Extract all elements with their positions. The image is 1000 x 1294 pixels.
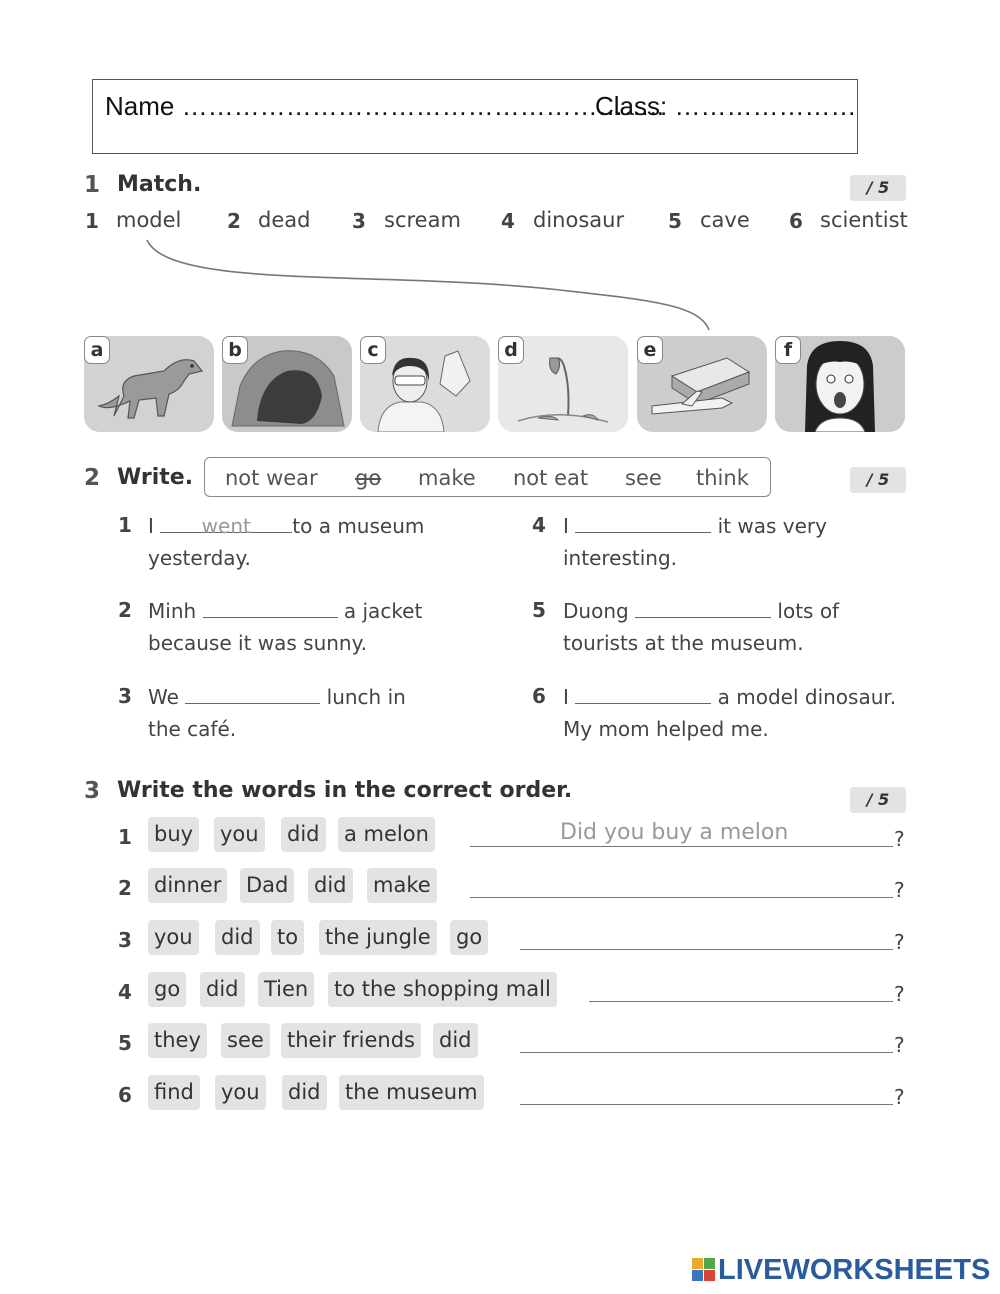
section3-title: Write the words in the correct order. bbox=[117, 778, 573, 803]
sentence-end: a jacket bbox=[343, 599, 423, 623]
match-word-cave[interactable]: cave bbox=[700, 208, 750, 232]
answer-blank-3[interactable] bbox=[185, 681, 320, 704]
answer-blank-4[interactable] bbox=[575, 510, 711, 533]
question-number: 1 bbox=[118, 825, 132, 849]
example-match-line bbox=[0, 0, 1000, 340]
sentence-line2: because it was sunny. bbox=[148, 631, 367, 655]
question-number: 6 bbox=[532, 684, 546, 708]
word-chip[interactable]: a melon bbox=[338, 817, 435, 852]
word-chip[interactable]: did bbox=[200, 972, 245, 1007]
sentence-3 bbox=[148, 681, 478, 745]
word-chip[interactable]: to bbox=[271, 920, 304, 955]
sentence-end: to a museum bbox=[292, 514, 425, 538]
sentence-1 bbox=[148, 510, 478, 574]
question-mark: ? bbox=[894, 878, 905, 902]
word-chip[interactable]: make bbox=[367, 868, 437, 903]
sentence-2 bbox=[148, 595, 478, 659]
section1-score: / 5 bbox=[850, 175, 906, 201]
word-chip[interactable]: find bbox=[148, 1075, 200, 1110]
question-mark: ? bbox=[894, 930, 905, 954]
answer-blank-5[interactable] bbox=[635, 595, 771, 618]
match-word-number: 5 bbox=[668, 209, 682, 233]
sentence-6 bbox=[563, 681, 963, 745]
word-chip[interactable]: to the shopping mall bbox=[328, 972, 557, 1007]
sentence-end: lunch in bbox=[326, 685, 406, 709]
sentence-start: Minh bbox=[148, 599, 197, 623]
picture-label-e: e bbox=[637, 336, 663, 364]
match-word-number: 6 bbox=[789, 209, 803, 233]
class-label[interactable]: Class: ………………… bbox=[595, 91, 857, 121]
word-chip[interactable]: Tien bbox=[258, 972, 314, 1007]
answer-line-3[interactable] bbox=[520, 949, 893, 950]
picture-label-c: c bbox=[360, 336, 386, 364]
word-chip[interactable]: you bbox=[214, 817, 265, 852]
sentence-end: a model dinosaur. bbox=[717, 685, 897, 709]
question-number: 4 bbox=[118, 980, 132, 1004]
answer-blank-1[interactable]: went bbox=[160, 510, 292, 533]
answer-line-1[interactable] bbox=[470, 846, 893, 847]
picture-label-a: a bbox=[84, 336, 110, 364]
section1-number: 1 bbox=[84, 172, 101, 198]
word-bank-item: not wear bbox=[225, 466, 318, 490]
word-chip[interactable]: they bbox=[148, 1023, 207, 1058]
word-bank-item: think bbox=[696, 466, 749, 490]
section1-title: Match. bbox=[117, 172, 202, 197]
question-mark: ? bbox=[894, 1033, 905, 1057]
match-word-dinosaur[interactable]: dinosaur bbox=[533, 208, 625, 232]
sentence-start: I bbox=[148, 514, 154, 538]
word-chip[interactable]: did bbox=[281, 817, 326, 852]
liveworksheets-logo: LIVEWORKSHEETS bbox=[718, 1254, 991, 1286]
word-chip[interactable]: see bbox=[221, 1023, 270, 1058]
match-word-number: 3 bbox=[352, 209, 366, 233]
word-chip[interactable]: go bbox=[148, 972, 186, 1007]
word-chip[interactable]: did bbox=[215, 920, 260, 955]
answer-blank-6[interactable] bbox=[575, 681, 711, 704]
match-word-number: 4 bbox=[501, 209, 515, 233]
word-chip[interactable]: you bbox=[148, 920, 199, 955]
sentence-start: We bbox=[148, 685, 179, 709]
answer-blank-2[interactable] bbox=[203, 595, 338, 618]
question-number: 1 bbox=[118, 513, 132, 537]
match-word-scientist[interactable]: scientist bbox=[820, 208, 908, 232]
answer-line-5[interactable] bbox=[520, 1052, 893, 1053]
word-chip[interactable]: dinner bbox=[148, 868, 227, 903]
sentence-line2: the café. bbox=[148, 717, 237, 741]
question-number: 6 bbox=[118, 1083, 132, 1107]
section2-number: 2 bbox=[84, 465, 101, 491]
picture-label-d: d bbox=[498, 336, 524, 364]
word-bank-item: not eat bbox=[513, 466, 589, 490]
word-chip[interactable]: did bbox=[433, 1023, 478, 1058]
word-chip[interactable]: the museum bbox=[339, 1075, 484, 1110]
question-number: 2 bbox=[118, 598, 132, 622]
question-mark: ? bbox=[894, 1085, 905, 1109]
answer-line-6[interactable] bbox=[520, 1104, 893, 1105]
word-chip[interactable]: buy bbox=[148, 817, 199, 852]
answer-text-1[interactable]: Did you buy a melon bbox=[560, 820, 789, 845]
match-word-model[interactable]: model bbox=[116, 208, 182, 232]
sentence-start: I bbox=[563, 685, 569, 709]
match-word-dead[interactable]: dead bbox=[258, 208, 311, 232]
name-label[interactable]: Name ……………………………………………….. bbox=[105, 91, 665, 121]
sentence-line2: interesting. bbox=[563, 546, 678, 570]
word-chip[interactable]: Dad bbox=[240, 868, 294, 903]
sentence-end: lots of bbox=[777, 599, 840, 623]
picture-label-f: f bbox=[775, 336, 801, 364]
question-number: 3 bbox=[118, 684, 132, 708]
sentence-start: Duong bbox=[563, 599, 629, 623]
sentence-line2: yesterday. bbox=[148, 546, 251, 570]
question-number: 5 bbox=[532, 598, 546, 622]
word-chip[interactable]: did bbox=[308, 868, 353, 903]
sentence-line2: tourists at the museum. bbox=[563, 631, 804, 655]
section3-score: / 5 bbox=[850, 787, 906, 813]
liveworksheets-logo-icon bbox=[692, 1258, 716, 1282]
word-bank-item: make bbox=[418, 466, 476, 490]
sentence-end: it was very bbox=[717, 514, 827, 538]
word-chip[interactable]: their friends bbox=[281, 1023, 421, 1058]
sentence-5 bbox=[563, 595, 923, 659]
question-mark: ? bbox=[894, 982, 905, 1006]
word-bank-item-used: go bbox=[355, 466, 382, 490]
section2-score: / 5 bbox=[850, 467, 906, 493]
answer-line-2[interactable] bbox=[470, 897, 893, 898]
question-number: 5 bbox=[118, 1031, 132, 1055]
word-bank-item: see bbox=[625, 466, 662, 490]
sentence-4 bbox=[563, 510, 923, 574]
word-chip[interactable]: did bbox=[282, 1075, 327, 1110]
word-chip[interactable]: the jungle bbox=[319, 920, 437, 955]
question-number: 2 bbox=[118, 876, 132, 900]
picture-label-b: b bbox=[222, 336, 248, 364]
section2-title: Write. bbox=[117, 465, 194, 490]
match-word-scream[interactable]: scream bbox=[384, 208, 461, 232]
word-chip[interactable]: you bbox=[215, 1075, 266, 1110]
question-number: 4 bbox=[532, 513, 546, 537]
answer-line-4[interactable] bbox=[589, 1001, 893, 1002]
match-word-number: 1 bbox=[85, 209, 99, 233]
sentence-start: I bbox=[563, 514, 569, 538]
word-chip[interactable]: go bbox=[450, 920, 488, 955]
sentence-line2: My mom helped me. bbox=[563, 717, 769, 741]
question-number: 3 bbox=[118, 928, 132, 952]
question-mark: ? bbox=[894, 827, 905, 851]
section3-number: 3 bbox=[84, 778, 101, 804]
match-word-number: 2 bbox=[227, 209, 241, 233]
